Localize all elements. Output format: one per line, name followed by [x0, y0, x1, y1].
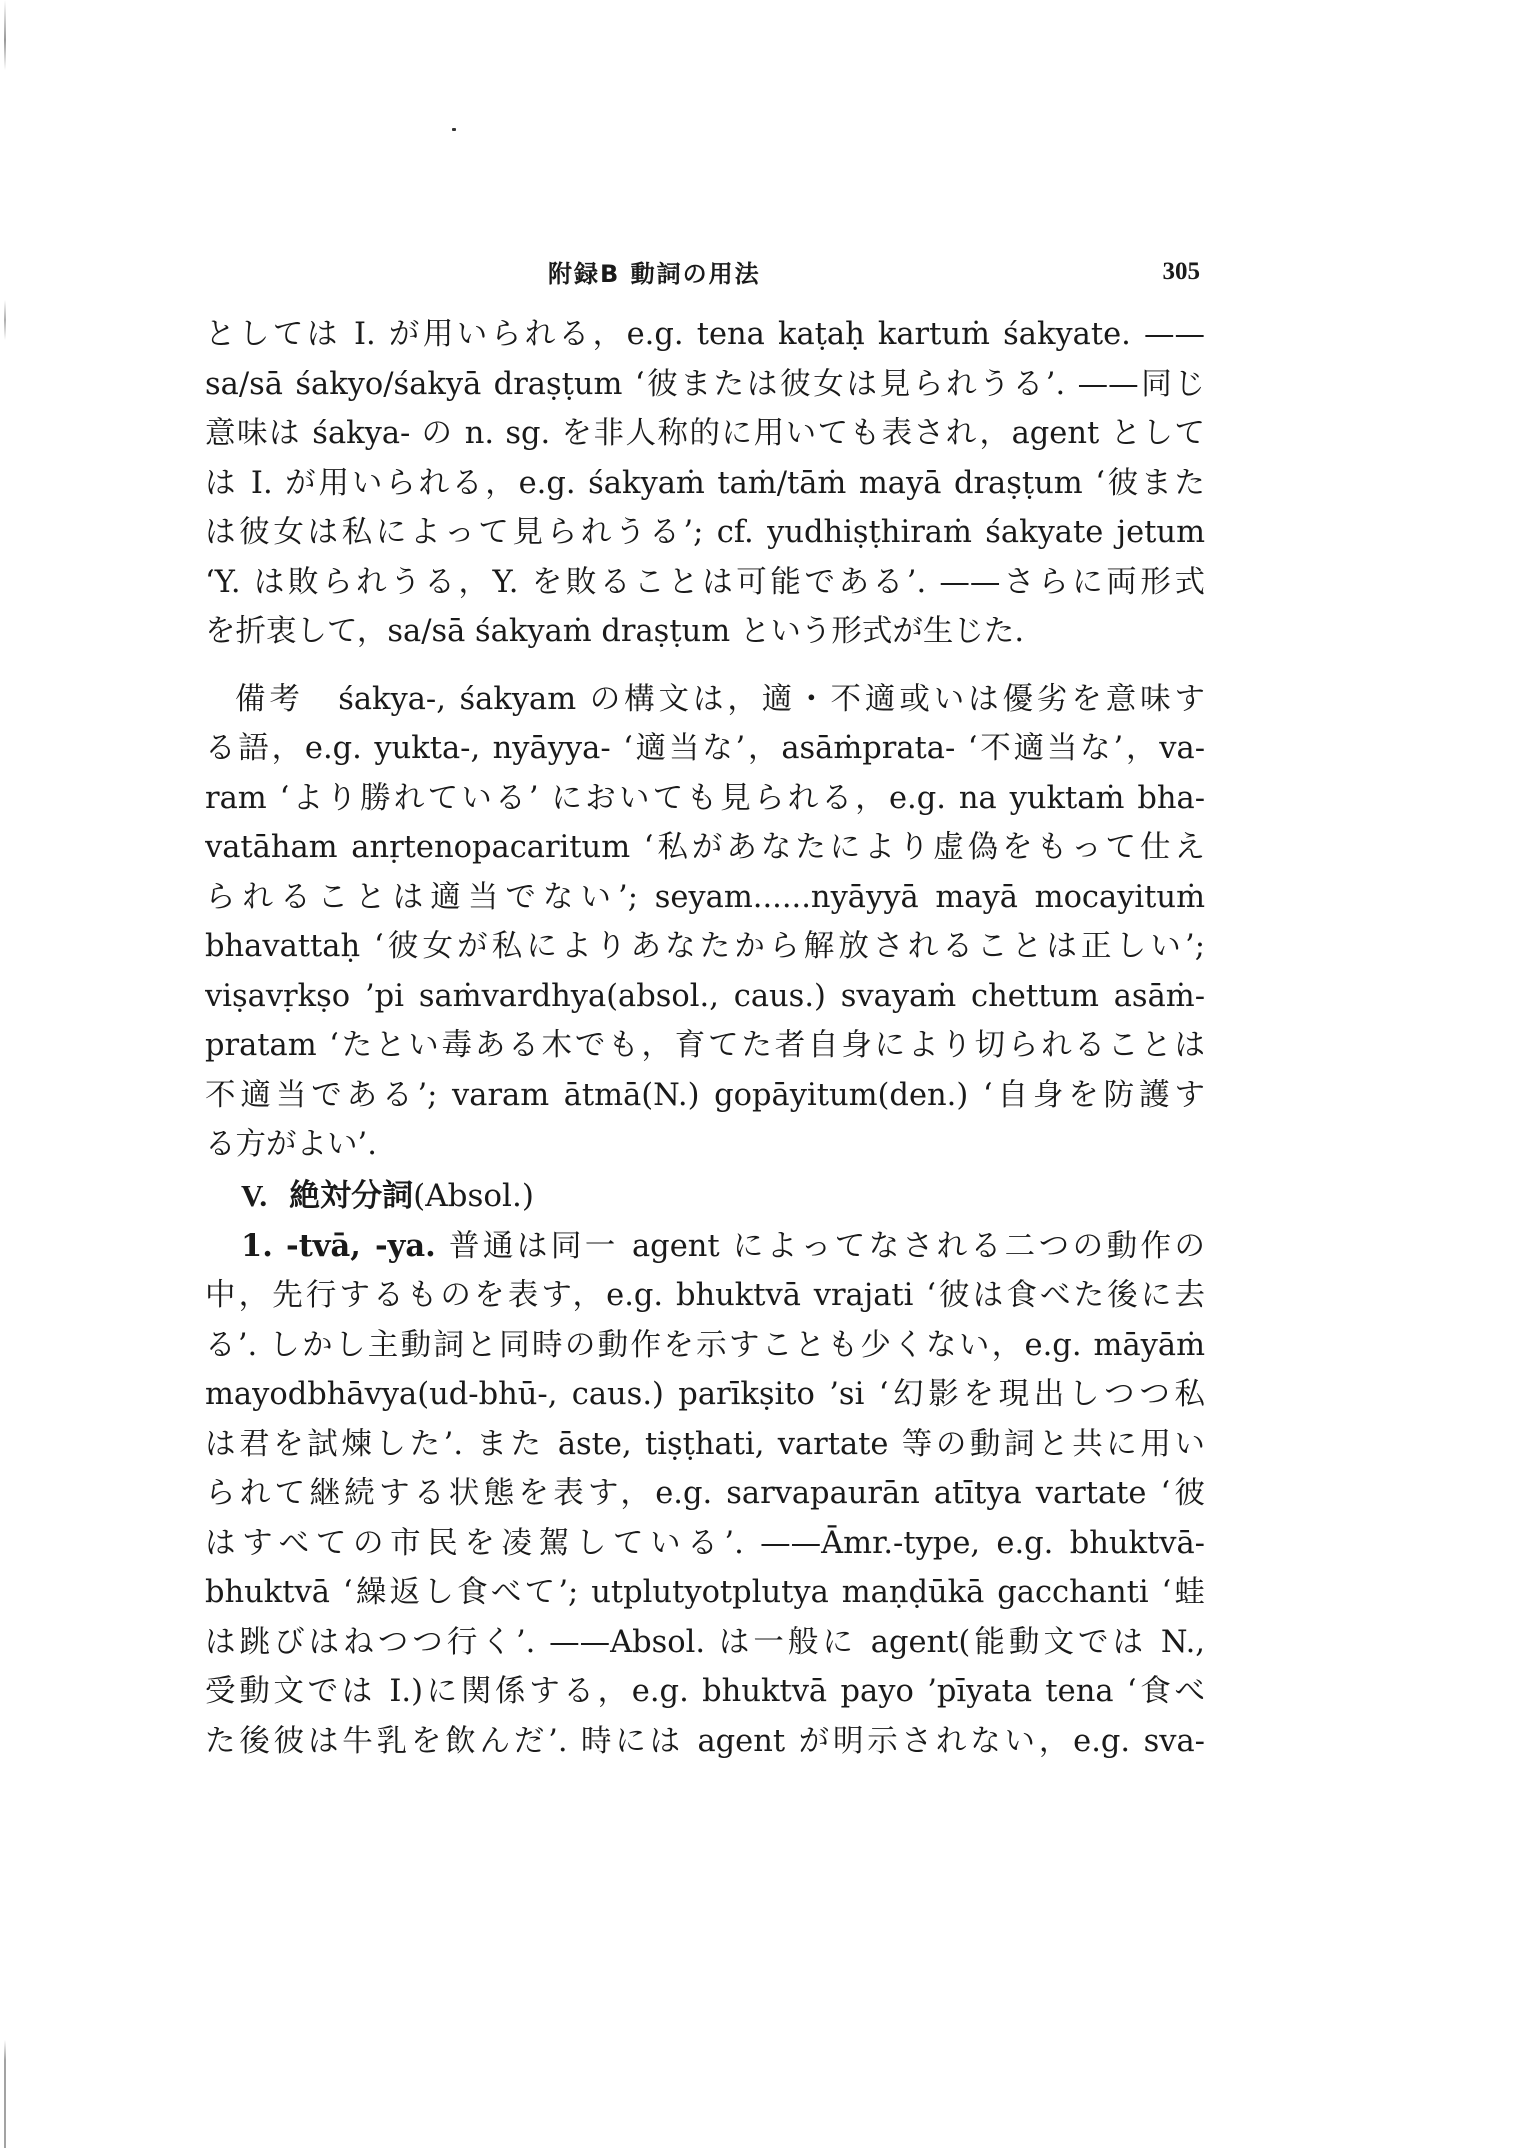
- item-number: 1.: [241, 1227, 273, 1264]
- text-line: は君を試煉した’. また āste, tiṣṭhati, vartate 等の動詞と共に用い: [205, 1426, 1205, 1462]
- text-line: としては I. が用いられる，e.g. tena kaṭaḥ kartuṁ śakyate. ——: [205, 317, 1205, 352]
- scan-edge-artifact: [4, 0, 6, 2148]
- text-line: 備考 śakya-, śakyam の構文は，適・不適或いは優劣を意味す: [235, 681, 1205, 717]
- section-heading: [205, 1170, 1205, 1222]
- running-head: [200, 250, 1200, 290]
- paragraph-gap: [205, 657, 1205, 675]
- text-line: [205, 1222, 1205, 1272]
- text-line: は彼女は私によって見られうる’; cf. yudhiṣṭhiraṁ śakyate jetum: [205, 515, 1205, 550]
- text-line: ‘Y. は敗られうる，Y. を敗ることは可能である’. ——さらに両形式: [205, 564, 1205, 600]
- text-line: 受動文では I.)に関係する，e.g. bhuktvā payo ’pīyata tena ‘食べ: [205, 1674, 1205, 1709]
- text-line: る方がよい’.: [205, 1127, 377, 1162]
- text-line: られて継続する状態を表す，e.g. sarvapaurān atītya vartate ‘彼: [205, 1476, 1205, 1511]
- text-line: bhuktvā ‘繰返し食べて’; utplutyotplutya maṇḍūkā gacchanti ‘蛙: [205, 1575, 1205, 1610]
- text-line: viṣavṛkṣo ’pi saṁvardhya(absol., caus.) svayaṁ chettum asāṁ-: [205, 978, 1205, 1014]
- paragraph-1: [205, 310, 1205, 657]
- scan-speck: [452, 128, 456, 131]
- text-line: 不適当である’; varam ātmā(N.) gopāyitum(den.) ‘自身を防護す: [205, 1077, 1205, 1113]
- text-line: bhavattaḥ ‘彼女が私によりあなたから解放されることは正しい’;: [205, 929, 1205, 964]
- text-line: た後彼は牛乳を飲んだ’. 時には agent が明示されない，e.g. sva-: [205, 1723, 1205, 1759]
- text-line: 意味は śakya- の n. sg. を非人称的に用いても表され，agent として: [205, 416, 1205, 451]
- section-number: V.: [241, 1177, 268, 1213]
- section-title: 絶対分詞: [289, 1177, 414, 1214]
- text-line: mayodbhāvya(ud-bhū-, caus.) parīkṣito ’si ‘幻影を現出しつつ私: [205, 1377, 1205, 1412]
- body-text: [205, 310, 1205, 1766]
- text-line: vatāham anṛtenopacaritum ‘私があなたにより虚偽をもって仕え: [205, 830, 1205, 865]
- item-first-line-text: 普通は同一 agent によってなされる二つの動作の: [448, 1228, 1205, 1264]
- text-line: る語，e.g. yukta-, nyāyya- ‘適当な’，asāṁprata- ‘不適当な’，va-: [205, 731, 1205, 766]
- text-line: ram ‘より勝れている’ においても見られる，e.g. na yuktaṁ bha-: [205, 780, 1205, 816]
- text-line: sa/sā śakyo/śakyā draṣṭum ‘彼または彼女は見られうる’. ——同じ: [205, 366, 1205, 402]
- remark-paragraph: [205, 675, 1205, 1170]
- section-abbr: (Absol.): [413, 1177, 534, 1214]
- running-title: 附録B 動詞の用法: [548, 260, 761, 288]
- text-line: は跳びはねつつ行く’. ——Absol. は一般に agent(能動文では N.,: [205, 1624, 1205, 1660]
- text-line: は I. が用いられる，e.g. śakyaṁ taṁ/tāṁ mayā draṣṭum ‘彼また: [205, 465, 1205, 501]
- page-number: 305: [1162, 258, 1200, 285]
- text-line: はすべての市民を凌駕している’. ——Āmr.-type, e.g. bhuktvā-: [205, 1525, 1205, 1561]
- item-1-paragraph: [205, 1222, 1205, 1767]
- text-line: pratam ‘たとい毒ある木でも，育てた者自身により切られることは: [205, 1028, 1205, 1063]
- text-line: を折衷して，sa/sā śakyaṁ draṣṭum という形式が生じた.: [205, 614, 1025, 649]
- item-forms: -tvā, -ya.: [286, 1227, 436, 1264]
- text-line: 中，先行するものを表す，e.g. bhuktvā vrajati ‘彼は食べた後に去: [205, 1278, 1205, 1313]
- text-line: る’. しかし主動詞と同時の動作を示すことも少くない，e.g. māyāṁ: [205, 1327, 1205, 1363]
- text-line: られることは適当でない’; seyam......nyāyyā mayā mocayituṁ: [205, 879, 1205, 915]
